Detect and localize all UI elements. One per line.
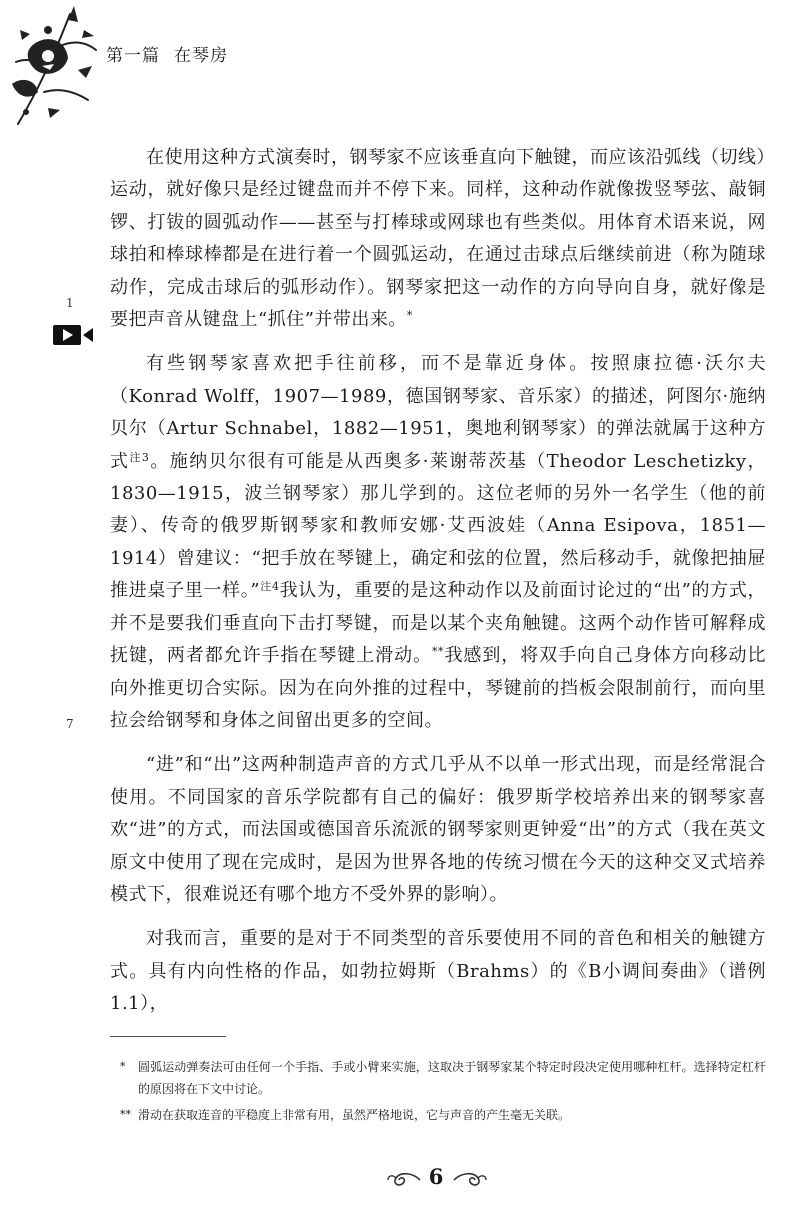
endnote-ref[interactable]: 注4	[260, 580, 280, 594]
paragraph-text: 在使用这种方式演奏时，钢琴家不应该垂直向下触键，而应该沿弧线（切线）运动，就好像只是经过键盘而并不停下来。同样，这种动作就像拨竖琴弦、敲铜锣、打钹的圆弧动作——甚至与打棒球或网球也有些类似。用体育术语来说，网球拍和棒球棒都是在进行着一个圆弧运动，在通过击球点后继续前进（称为随球动作，完成击球后的弧形动作）。钢琴家把这一动作的方向导向自身，就好像是要把声音从键盘上“抓住”并带出来。	[110, 147, 766, 331]
footnote-text: 滑动在获取连音的平稳度上非常有用，虽然严格地说，它与声音的产生毫无关联。	[138, 1108, 571, 1122]
page-number: 6	[428, 1164, 444, 1189]
footnote-mark: *	[120, 1060, 126, 1073]
video-camera-icon[interactable]	[52, 324, 94, 346]
footnote-item	[110, 1056, 766, 1100]
left-swirl-ornament-icon	[386, 1170, 422, 1190]
paragraph-4	[110, 923, 766, 1020]
part-title: 第一篇	[106, 46, 160, 66]
paragraph-text: “进”和“出”这两种制造声音的方式几乎从不以单一形式出现，而是经常混合使用。不同国家的音乐学院都有自己的偏好：俄罗斯学校培养出来的钢琴家喜欢“进”的方式，而法国或德国音乐流派的钢琴家则更钟爱“出”的方式（我在英文原文中使用了现在完成时，是因为世界各地的传统习惯在今天的这种交叉式培养模式下，很难说还有哪个地方不受外界的影响）。	[110, 754, 766, 905]
paragraph-text: 有些钢琴家喜欢把手往前移，而不是靠近身体。按照康拉德·沃尔夫（Konrad Wolff，1907—1989，德国钢琴家、音乐家）的描述，阿图尔·施纳贝尔（Artur Schnabel，1882—1951，奥地利钢琴家）的弹法就属于这种方式	[110, 353, 766, 472]
paragraph-3	[110, 749, 766, 911]
paragraph-text: 。施纳贝尔很有可能是从西奥多·莱谢蒂茨基（Theodor Leschetizky，1830—1915，波兰钢琴家）那儿学到的。这位老师的另外一名学生（他的前妻）、传奇的俄罗斯钢琴家和教师安娜·艾西波娃（Anna Esipova，1851—1914）曾建议：“把手放在琴键上，确定和弦的位置，然后移动手，就像把抽屉推进桌子里一样。”	[110, 450, 766, 602]
running-head	[106, 41, 228, 66]
body-text	[110, 142, 766, 1033]
paragraph-text: 我感到，将双手向自己身体方向移动比向外推更切合实际。因为在向外推的过程中，琴键前的挡板会限制前行，而向里拉会给钢琴和身体之间留出更多的空间。	[110, 645, 766, 731]
footnote-text: 圆弧运动弹奏法可由任何一个手指、手或小臂来实施，这取决于钢琴家某个特定时段决定使用哪种杠杆。选择特定杠杆的原因将在下文中讨论。	[138, 1060, 766, 1096]
chapter-title: 在琴房	[174, 46, 228, 66]
footnote-item	[110, 1104, 766, 1126]
footnote-ref[interactable]: **	[432, 645, 444, 659]
right-swirl-ornament-icon	[452, 1170, 488, 1190]
margin-number-7: 7	[66, 717, 74, 731]
page-footer	[376, 1164, 496, 1196]
paragraph-text: 我认为，重要的是这种动作以及前面讨论过的“出”的方式，并不是要我们垂直向下击打琴键，而是以某个夹角触键。这两个动作皆可解释成抚键，两者都允许手指在琴键上滑动。	[110, 580, 767, 667]
corner-ornament-icon	[8, 0, 100, 128]
paragraph-2	[110, 348, 766, 737]
paragraph-text: 对我而言，重要的是对于不同类型的音乐要使用不同的音色和相关的触键方式。具有内向性格的作品，如勃拉姆斯（Brahms）的《B小调间奏曲》（谱例1.1），	[110, 928, 766, 1015]
footnotes	[110, 1056, 766, 1130]
footnote-mark: **	[120, 1108, 131, 1121]
endnote-ref[interactable]: 注3	[129, 450, 150, 464]
margin-number-1: 1	[66, 296, 74, 310]
footnote-ref[interactable]: *	[406, 309, 413, 323]
paragraph-1	[110, 142, 766, 336]
footnote-divider	[110, 1036, 226, 1037]
